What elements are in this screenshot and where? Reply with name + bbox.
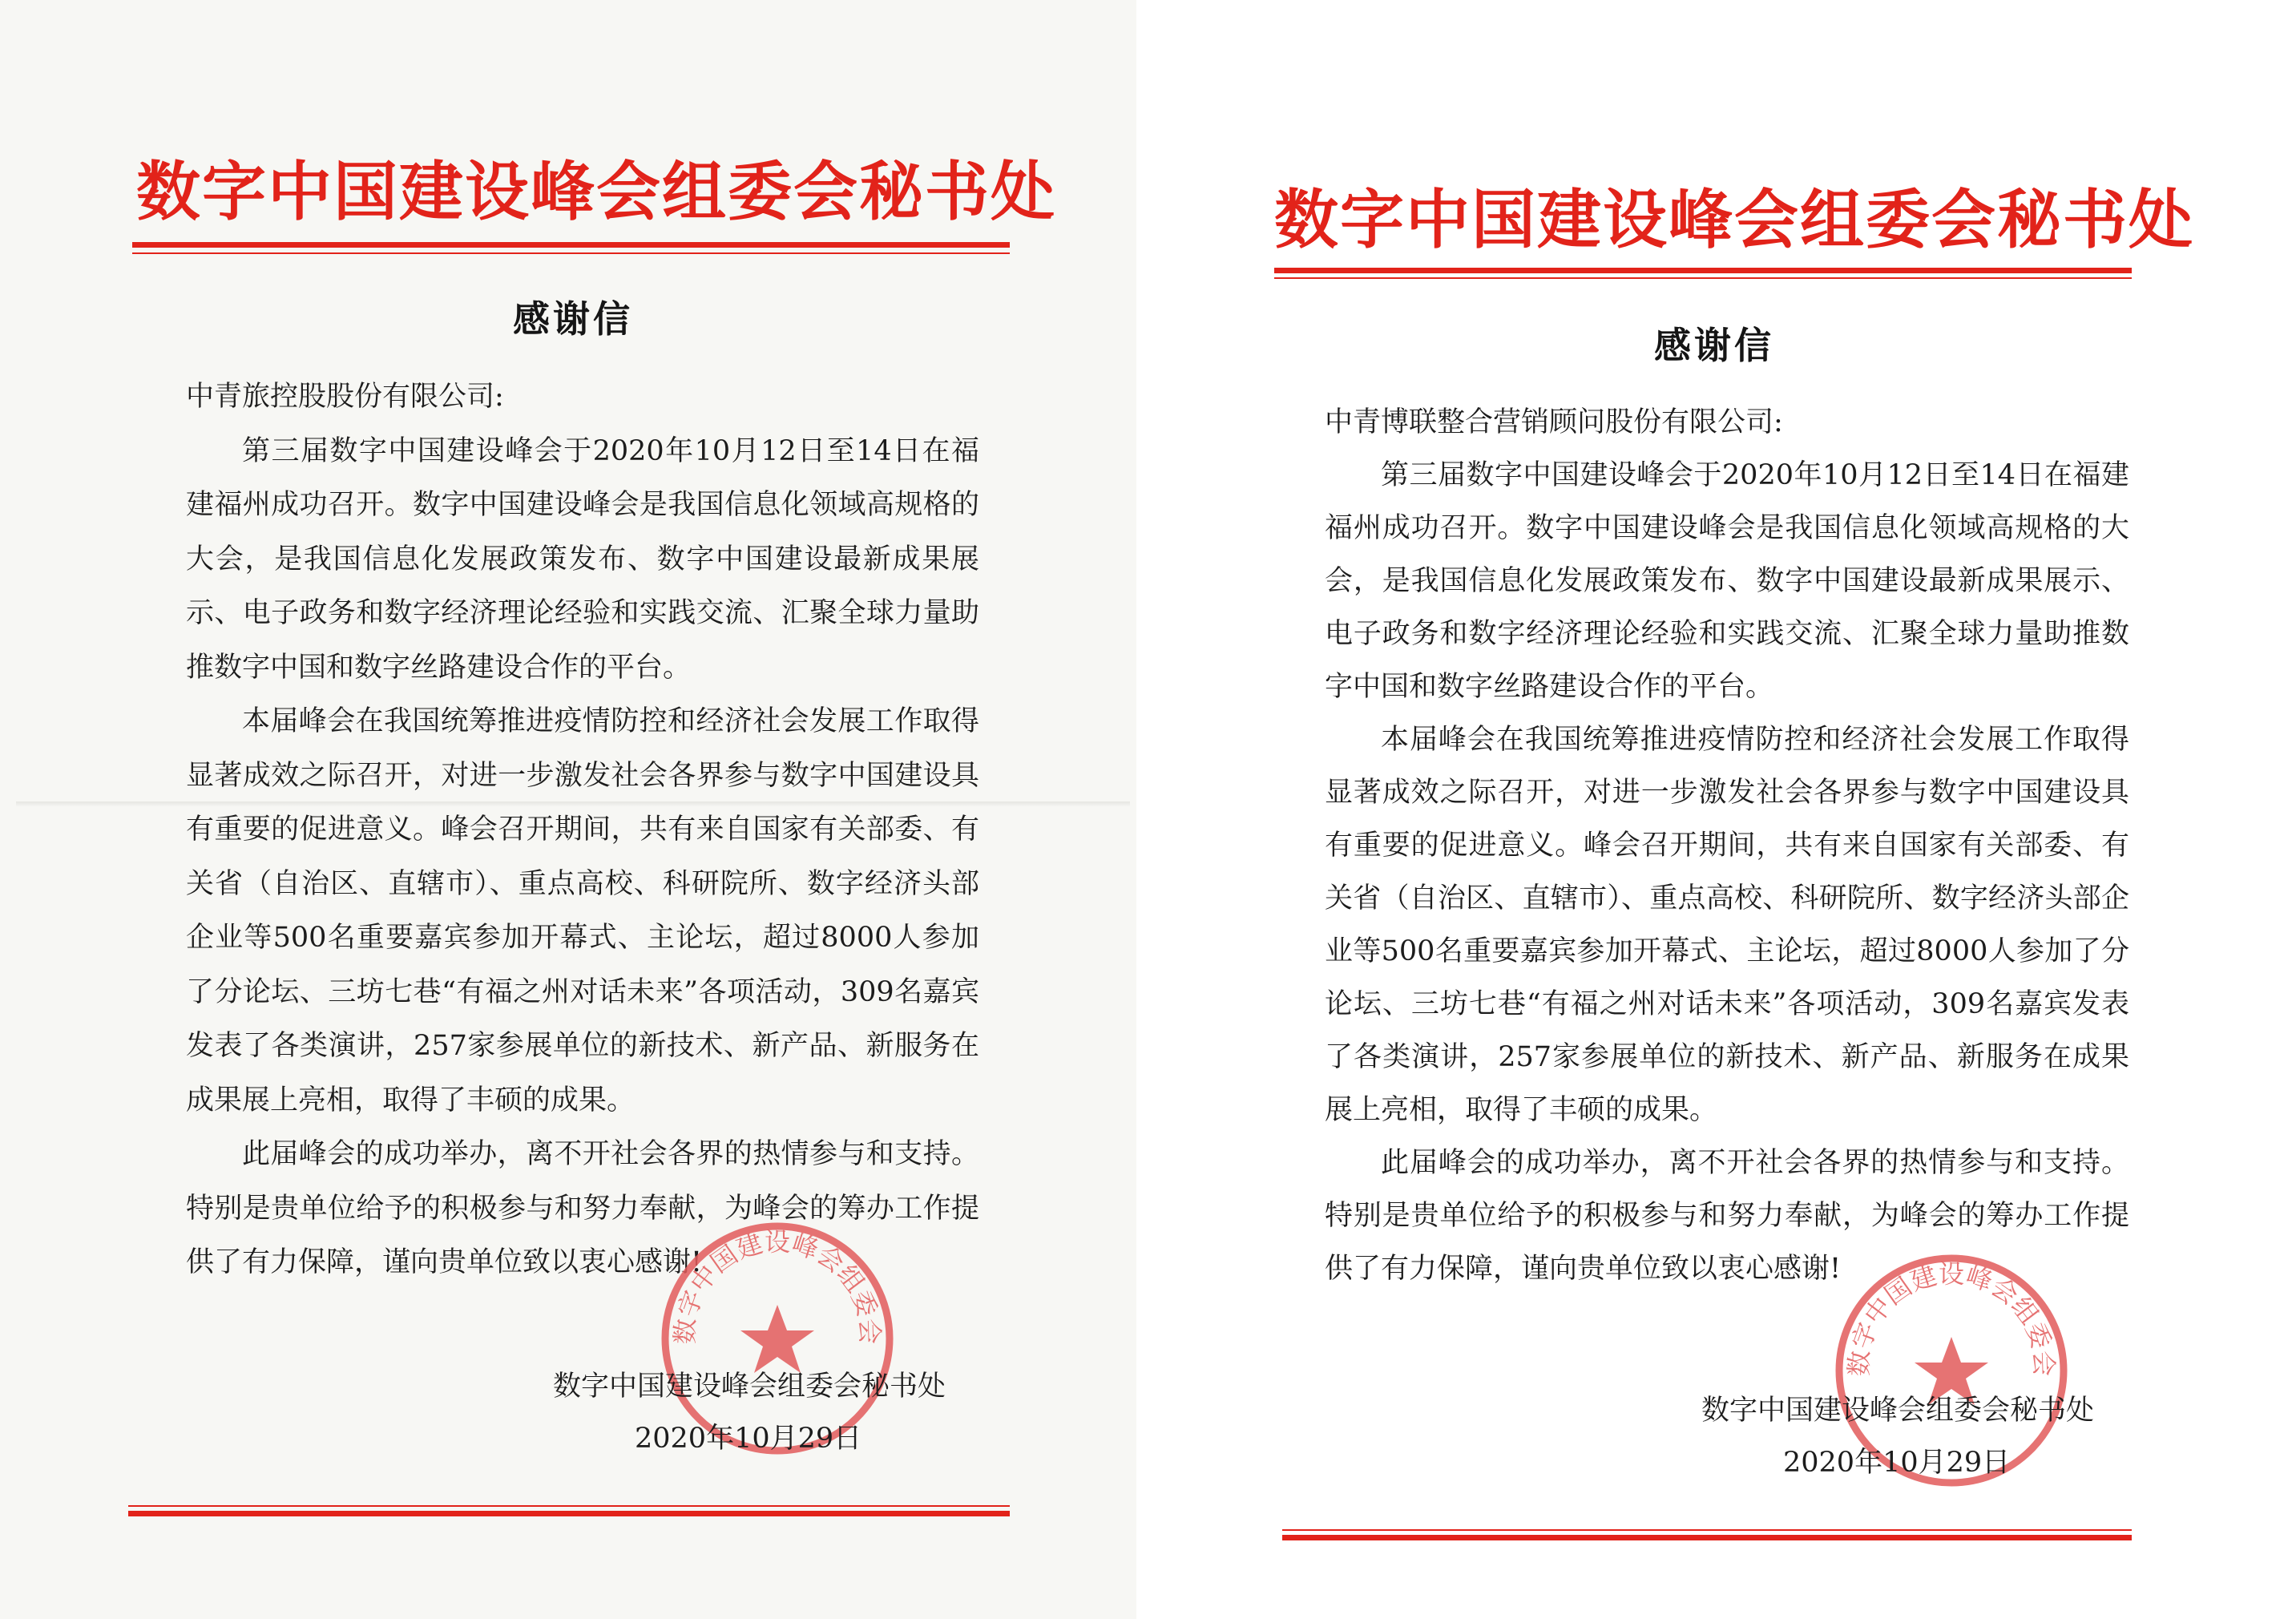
letterhead-title: 数字中国建设峰会组委会秘书处: [1274, 182, 2194, 257]
page-gutter: [1136, 0, 1154, 1619]
footer-rule-thin: [1282, 1529, 2132, 1531]
paragraph-3: 此届峰会的成功举办，离不开社会各界的热情参与和支持。特别是贵单位给予的积极参与和努力奉献，为峰会的筹办工作提供了有力保障，谨向贵单位致以衷心感谢!: [1325, 1147, 2129, 1285]
letter-title: 感谢信: [1654, 324, 1774, 367]
letterhead-rule-thick: [1274, 268, 2132, 273]
seal-star-icon: [740, 1305, 814, 1373]
paragraph-3: 此届峰会的成功举办，离不开社会各界的热情参与和支持。特别是贵单位给予的积极参与和努力奉献，为峰会的筹办工作提供了有力保障，谨向贵单位致以衷心感谢!: [186, 1138, 979, 1278]
paragraph-1: 第三届数字中国建设峰会于2020年10月12日至14日在福建福州成功召开。数字中国建设峰会是我国信息化领域高规格的大会，是我国信息化发展政策发布、数字中国建设最新成果展示、电子政务和数字经济理论经验和实践交流、汇聚全球力量助推数字中国和数字丝路建设合作的平台。: [186, 434, 979, 684]
footer-rule-thin: [128, 1505, 1010, 1507]
recipient: 中青旅控股股份有限公司:: [186, 381, 504, 413]
letter-date: 2020年10月29日: [635, 1423, 862, 1455]
thank-you-letter-left: [0, 0, 1136, 1619]
letterhead-rule-thin: [132, 252, 1010, 254]
letterhead-title: 数字中国建设峰会组委会秘书处: [136, 154, 1056, 229]
letter-body: [186, 370, 979, 1290]
footer-rule-thick: [128, 1511, 1010, 1516]
recipient: 中青博联整合营销顾问股份有限公司:: [1325, 406, 1783, 438]
paragraph-2: 本届峰会在我国统筹推进疫情防控和经济社会发展工作取得显著成效之际召开，对进一步激发社会各界参与数字中国建设具有重要的促进意义。峰会召开期间，共有来自国家有关部委、有关省（自治区、直辖市）、重点高校、科研院所、数字经济头部企业等500名重要嘉宾参加开幕式、主论坛，超过8000人参加了分论坛、三坊七巷“有福之州对话未来”各项活动，309名嘉宾发表了各类演讲，257家参展单位的新技术、新产品、新服务在成果展上亮相，取得了丰硕的成果。: [186, 705, 979, 1116]
letterhead-rule-thick: [132, 242, 1010, 248]
seal-text: 数字中国建设峰会组委会: [669, 1226, 886, 1345]
letter-body: [1325, 396, 2129, 1295]
footer-rule-thick: [1282, 1535, 2132, 1540]
letter-title: 感谢信: [513, 297, 633, 341]
signature: 数字中国建设峰会组委会秘书处: [1701, 1395, 2095, 1427]
seal-text: 数字中国建设峰会组委会: [1843, 1258, 2060, 1377]
thank-you-letter-right: [1154, 0, 2296, 1619]
letter-date: 2020年10月29日: [1783, 1447, 2011, 1479]
letterhead-rule-thin: [1274, 277, 2132, 279]
paragraph-2: 本届峰会在我国统筹推进疫情防控和经济社会发展工作取得显著成效之际召开，对进一步激发社会各界参与数字中国建设具有重要的促进意义。峰会召开期间，共有来自国家有关部委、有关省（自治区、直辖市）、重点高校、科研院所、数字经济头部企业等500名重要嘉宾参加开幕式、主论坛，超过8000人参加了分论坛、三坊七巷“有福之州对话未来”各项活动，309名嘉宾发表了各类演讲，257家参展单位的新技术、新产品、新服务在成果展上亮相，取得了丰硕的成果。: [1325, 724, 2129, 1126]
signature: 数字中国建设峰会组委会秘书处: [553, 1371, 946, 1403]
paragraph-1: 第三届数字中国建设峰会于2020年10月12日至14日在福建福州成功召开。数字中国建设峰会是我国信息化领域高规格的大会，是我国信息化发展政策发布、数字中国建设最新成果展示、电子政务和数字经济理论经验和实践交流、汇聚全球力量助推数字中国和数字丝路建设合作的平台。: [1325, 459, 2129, 703]
